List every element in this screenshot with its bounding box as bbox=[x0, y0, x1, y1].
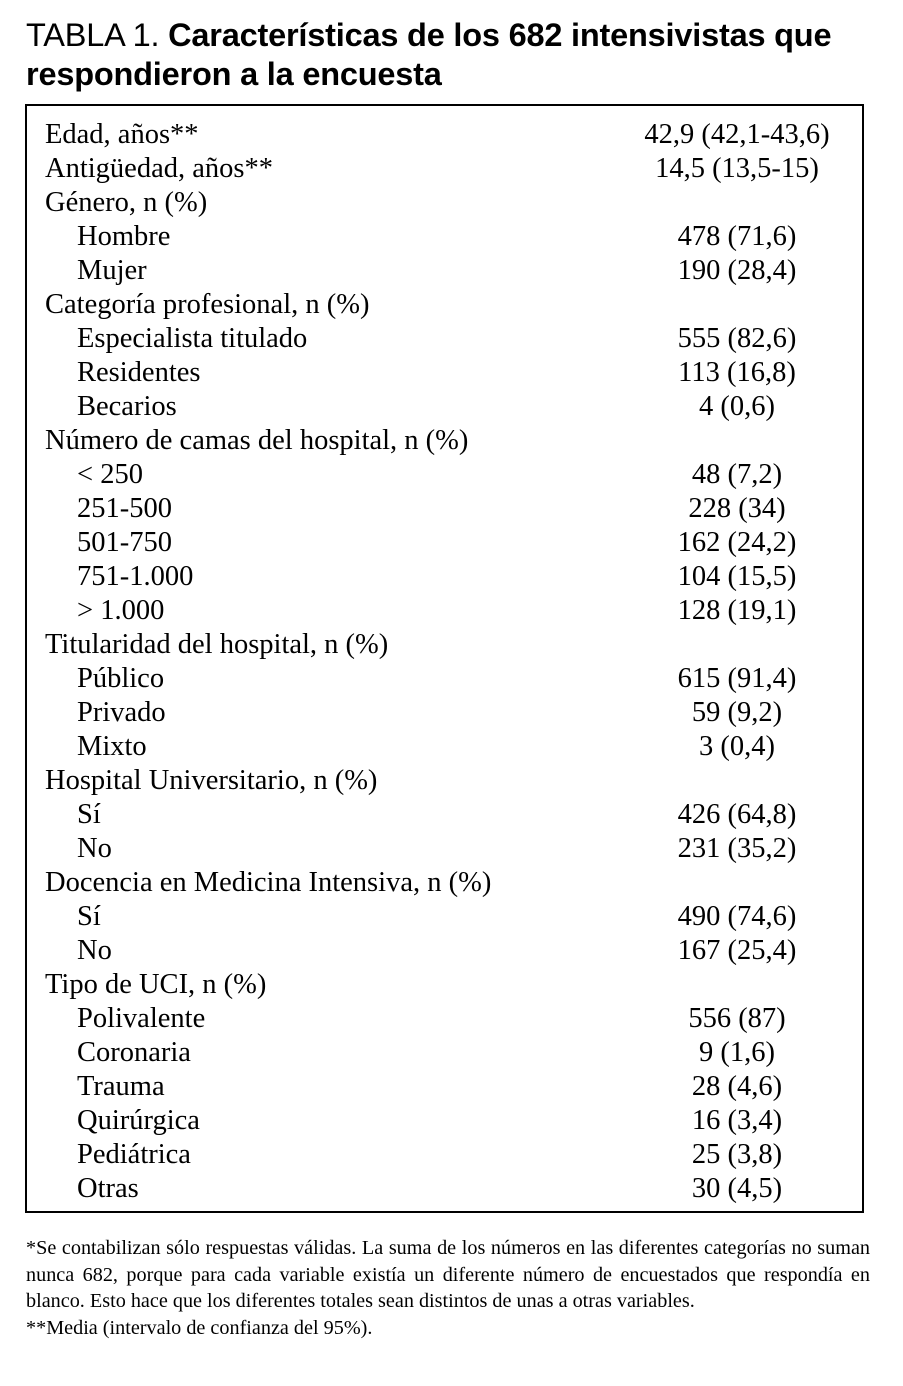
table-row bbox=[27, 662, 862, 696]
table-row bbox=[27, 1172, 862, 1206]
footnote-valid-responses: *Se contabilizan sólo respuestas válidas. La suma de los números en las diferentes categorías no suman nunca 682, porque para cada variable existía un diferente número de encuestados que respondía en blanco. Esto hace que los diferentes totales sean distintos de unas a otras variables. bbox=[26, 1237, 870, 1312]
row-label: Mujer bbox=[77, 255, 147, 286]
row-value: 615 (91,4) bbox=[677, 663, 797, 694]
row-label: 251-500 bbox=[77, 493, 172, 524]
row-label: Quirúrgica bbox=[77, 1105, 200, 1136]
row-label: Pediátrica bbox=[77, 1139, 191, 1170]
row-label: No bbox=[77, 935, 112, 966]
table-row bbox=[27, 390, 862, 424]
row-label: Becarios bbox=[77, 391, 177, 422]
table-row bbox=[27, 730, 862, 764]
row-value: 30 (4,5) bbox=[691, 1173, 783, 1204]
table-row bbox=[27, 934, 862, 968]
row-label: Categoría profesional, n (%) bbox=[45, 289, 370, 320]
table-row bbox=[27, 526, 862, 560]
table-row-category bbox=[27, 186, 862, 220]
row-label: No bbox=[77, 833, 112, 864]
table-row bbox=[27, 832, 862, 866]
row-value: 9 (1,6) bbox=[699, 1037, 775, 1068]
row-label: 751-1.000 bbox=[77, 561, 194, 592]
row-label: Sí bbox=[77, 799, 101, 830]
row-label: Coronaria bbox=[77, 1037, 191, 1068]
table-footnotes bbox=[26, 1235, 870, 1341]
table-row-category bbox=[27, 152, 862, 186]
row-value: 167 (25,4) bbox=[677, 935, 797, 966]
table-row bbox=[27, 900, 862, 934]
row-label: Residentes bbox=[77, 357, 201, 388]
row-value: 190 (28,4) bbox=[677, 255, 797, 286]
row-label: Sí bbox=[77, 901, 101, 932]
table-caption: Características de los 682 intensivistas que respondieron a la encuesta bbox=[26, 17, 832, 92]
row-value: 478 (71,6) bbox=[677, 221, 797, 252]
table-row bbox=[27, 1070, 862, 1104]
table-row bbox=[27, 798, 862, 832]
table-row bbox=[27, 696, 862, 730]
table-row-category bbox=[27, 968, 862, 1002]
table-body bbox=[27, 118, 862, 1206]
row-label: Público bbox=[77, 663, 165, 694]
row-label: Antigüedad, años** bbox=[45, 153, 273, 184]
row-value: 490 (74,6) bbox=[677, 901, 797, 932]
row-label: 501-750 bbox=[77, 527, 172, 558]
row-label: Tipo de UCI, n (%) bbox=[45, 969, 267, 1000]
row-value: 48 (7,2) bbox=[691, 459, 783, 490]
table-number: TABLA 1. bbox=[26, 17, 160, 53]
row-value: 104 (15,5) bbox=[677, 561, 797, 592]
table-row-category bbox=[27, 866, 862, 900]
row-label: Polivalente bbox=[77, 1003, 206, 1034]
table-row bbox=[27, 594, 862, 628]
footnote-mean-ci: **Media (intervalo de confianza del 95%). bbox=[26, 1316, 373, 1339]
row-label: Especialista titulado bbox=[77, 323, 308, 354]
table-row-category bbox=[27, 764, 862, 798]
row-value: 128 (19,1) bbox=[677, 595, 797, 626]
table-row bbox=[27, 322, 862, 356]
table-row bbox=[27, 1104, 862, 1138]
row-label: Mixto bbox=[77, 731, 147, 762]
table-row bbox=[27, 220, 862, 254]
row-value: 59 (9,2) bbox=[691, 697, 783, 728]
row-value: 25 (3,8) bbox=[691, 1139, 783, 1170]
table-row-category bbox=[27, 288, 862, 322]
table-row bbox=[27, 458, 862, 492]
row-value: 4 (0,6) bbox=[699, 391, 775, 422]
row-label: Otras bbox=[77, 1173, 139, 1204]
row-label: Número de camas del hospital, n (%) bbox=[45, 425, 469, 456]
table-row bbox=[27, 254, 862, 288]
table-row bbox=[27, 1002, 862, 1036]
row-label: < 250 bbox=[77, 459, 143, 490]
table-row-category bbox=[27, 424, 862, 458]
row-value: 228 (34) bbox=[688, 493, 786, 524]
row-label: Género, n (%) bbox=[45, 187, 208, 218]
row-value: 3 (0,4) bbox=[699, 731, 775, 762]
row-value: 16 (3,4) bbox=[691, 1105, 783, 1136]
table-row bbox=[27, 356, 862, 390]
row-label: Edad, años** bbox=[45, 119, 199, 150]
row-label: Hombre bbox=[77, 221, 171, 252]
table-row-category bbox=[27, 628, 862, 662]
table-row bbox=[27, 492, 862, 526]
row-label: Titularidad del hospital, n (%) bbox=[45, 629, 389, 660]
row-label: > 1.000 bbox=[77, 595, 165, 626]
row-label: Hospital Universitario, n (%) bbox=[45, 765, 378, 796]
row-label: Trauma bbox=[77, 1071, 165, 1102]
table-row bbox=[27, 1036, 862, 1070]
row-value: 426 (64,8) bbox=[677, 799, 797, 830]
row-value: 113 (16,8) bbox=[678, 357, 796, 388]
table-title bbox=[26, 16, 886, 94]
row-value: 231 (35,2) bbox=[677, 833, 797, 864]
table-row-category bbox=[27, 118, 862, 152]
table-row bbox=[27, 560, 862, 594]
row-value: 556 (87) bbox=[688, 1003, 786, 1034]
row-value: 14,5 (13,5-15) bbox=[655, 153, 819, 184]
row-value: 555 (82,6) bbox=[677, 323, 797, 354]
row-value: 162 (24,2) bbox=[677, 527, 797, 558]
row-label: Privado bbox=[77, 697, 166, 728]
row-label: Docencia en Medicina Intensiva, n (%) bbox=[45, 867, 492, 898]
characteristics-table bbox=[25, 104, 864, 1213]
row-value: 28 (4,6) bbox=[691, 1071, 783, 1102]
table-row bbox=[27, 1138, 862, 1172]
row-value: 42,9 (42,1-43,6) bbox=[644, 119, 830, 150]
